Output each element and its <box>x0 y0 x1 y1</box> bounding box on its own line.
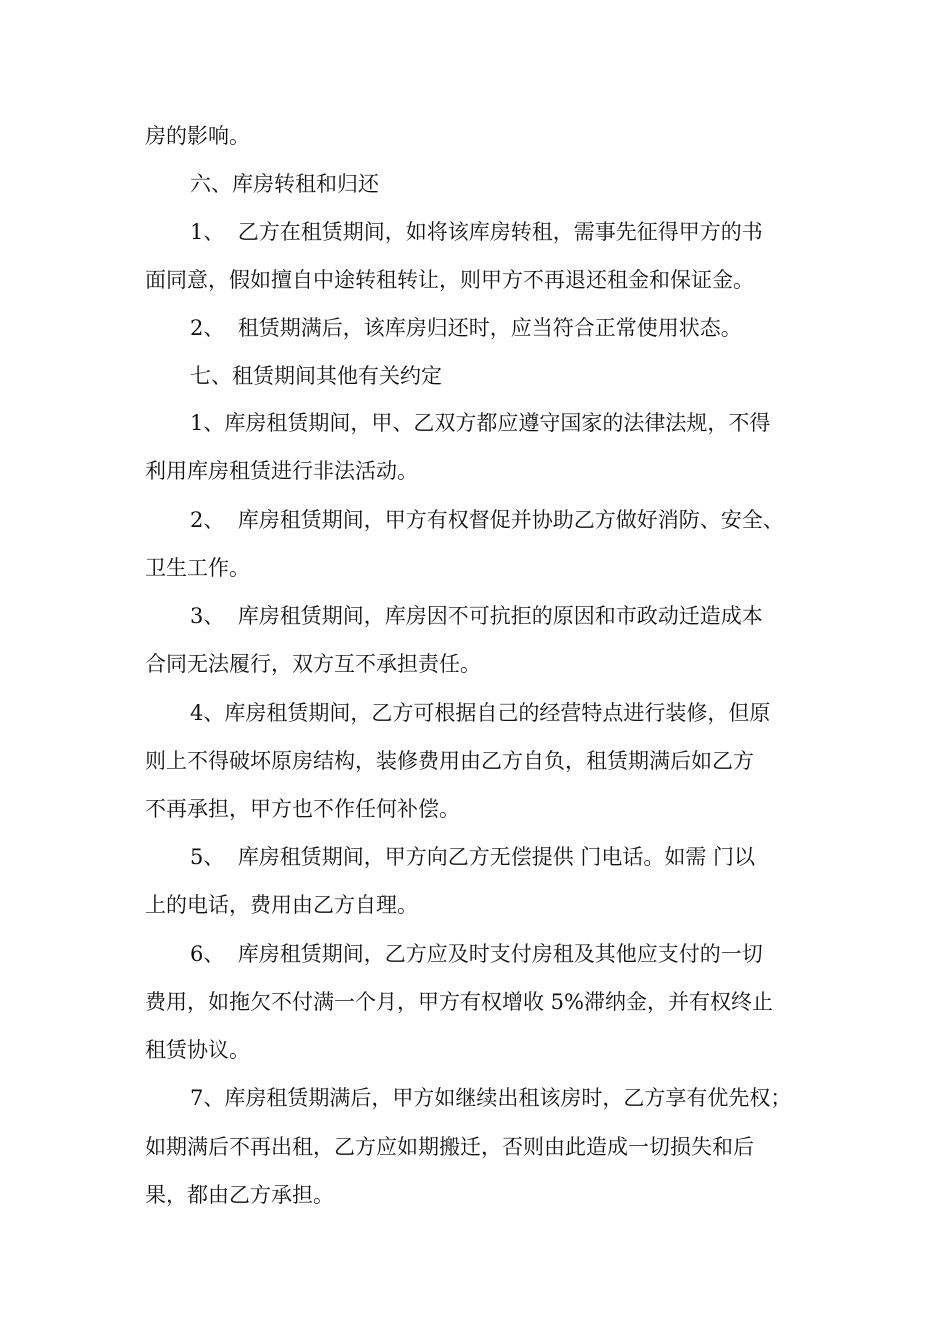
text-line: 不再承担，甲方也不作任何补偿。 <box>145 797 460 821</box>
text-line: 果，都由乙方承担。 <box>145 1183 334 1207</box>
text-line: 3、 库房租赁期间，库房因不可抗拒的原因和市政动迁造成本 <box>190 604 763 628</box>
text-line: 房的影响。 <box>145 124 250 148</box>
text-line: 上的电话，费用由乙方自理。 <box>145 893 418 917</box>
text-line: 租赁协议。 <box>145 1038 250 1062</box>
text-line: 2、 租赁期满后，该库房归还时，应当符合正常使用状态。 <box>190 316 742 340</box>
text-line: 2、 库房租赁期间，甲方有权督促并协助乙方做好消防、安全、 <box>190 508 784 532</box>
text-line: 面同意，假如擅自中途转租转让，则甲方不再退还租金和保证金。 <box>145 268 754 292</box>
text-line: 4、库房租赁期间，乙方可根据自己的经营特点进行装修，但原 <box>190 701 771 725</box>
text-line: 1、库房租赁期间，甲、乙双方都应遵守国家的法律法规，不得 <box>190 411 771 435</box>
text-line: 利用库房租赁进行非法活动。 <box>145 459 418 483</box>
section-heading: 六、库房转租和归还 <box>190 172 379 196</box>
section-heading: 七、租赁期间其他有关约定 <box>190 364 442 388</box>
text-line: 费用，如拖欠不付满一个月，甲方有权增收 5%滞纳金，并有权终止 <box>145 990 773 1014</box>
text-line: 7、库房租赁期满后，甲方如继续出租该房时，乙方享有优先权； <box>190 1086 792 1110</box>
text-line: 6、 库房租赁期间，乙方应及时支付房租及其他应支付的一切 <box>190 942 763 966</box>
text-line: 则上不得破坏原房结构，装修费用由乙方自负，租赁期满后如乙方 <box>145 749 754 773</box>
text-line: 1、 乙方在租赁期间，如将该库房转租，需事先征得甲方的书 <box>190 220 763 244</box>
text-line: 卫生工作。 <box>145 556 250 580</box>
text-line: 5、 库房租赁期间，甲方向乙方无偿提供 门电话。如需 门以 <box>190 845 756 869</box>
text-line: 如期满后不再出租，乙方应如期搬迁，否则由此造成一切损失和后 <box>145 1135 754 1159</box>
text-line: 合同无法履行，双方互不承担责任。 <box>145 652 481 676</box>
